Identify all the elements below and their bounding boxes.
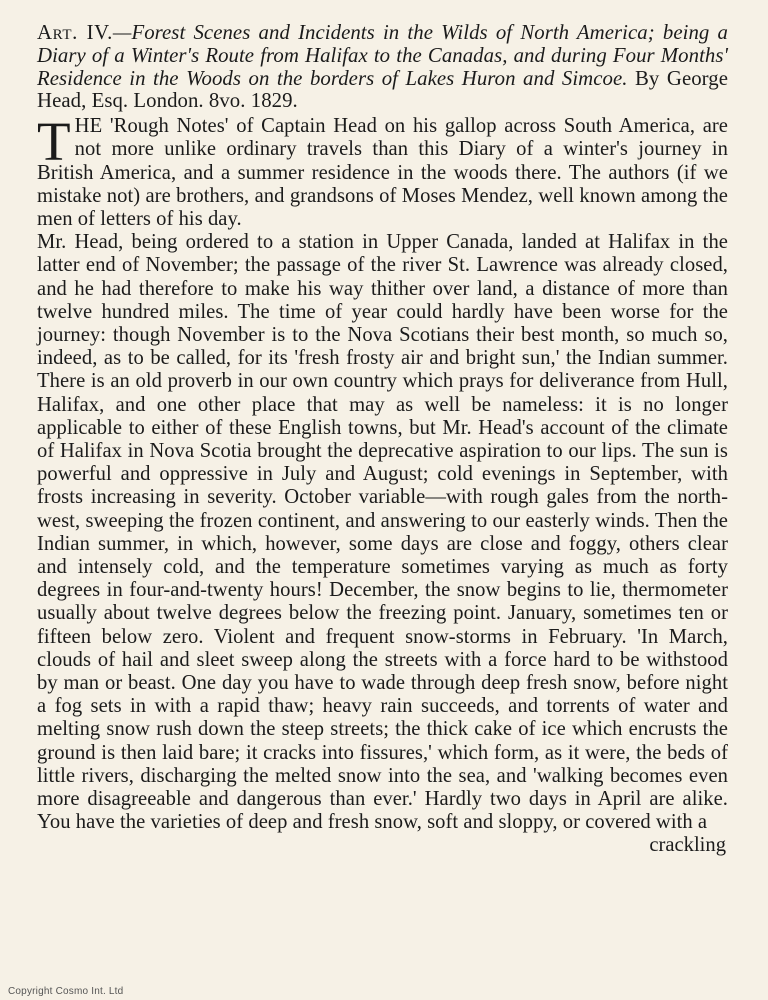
paragraph-1 [37, 111, 728, 231]
drop-cap: T [37, 111, 71, 173]
article-label: Art. IV. [37, 21, 113, 44]
article-byline: By George Head, Esq. London. 8vo. 1829. [37, 66, 729, 113]
lead-word-rest: HE [74, 115, 103, 138]
paragraph-2: Mr. Head, being ordered to a station in Upper Canada, landed at Halifax in the latter end of November; the passage of the river St. Lawrence was already closed, and he had therefore to make his way thither over land, a distance of more than twelve hundred miles. The time of year could hardly have been worse for the journey: though November is to the Nova Scotians their best month, so much so, indeed, as to be called, for its 'fresh frosty air and bright sun,' the Indian summer. There is an old proverb in our own country which prays for deliverance from Hull, Halifax, and one other place that may as well be nameless: it is no longer applicable to either of these English towns, but Mr. Head's account of the climate of Halifax in Nova Scotia brought the deprecative aspiration to our lips. The sun is powerful and oppressive in July and August; cold evenings in September, with frosts increasing in severity. October variable—with rough gales from the north-west, sweeping the frozen continent, and answering to our easterly winds. Then the Indian summer, in which, however, some days are close and foggy, others clear and intensely cold, and the temperature sometimes varying as much as forty degrees in four-and-twenty hours! December, the snow begins to lie, thermometer usually about twelve degrees below the freezing point. January, sometimes ten or fifteen below zero. Violent and frequent snow-storms in February. 'In March, clouds of hail and sleet sweep along the streets with a force hard to be withstood by man or beast. One day you have to wade through deep fresh snow, before night a fog sets in with a rapid thaw; heavy rain succeeds, and torrents of water and melting snow rush down the steep streets; the thick cake of ice which encrusts the ground is then laid bare; it cracks into fissures,' which form, as it were, the beds of little rivers, discharging the melted snow into the sea, and 'walking becomes even more disagreeable and dangerous than ever.' Hardly two days in April are alike. You have the varieties of deep and fresh snow, soft and sloppy, or covered with a [37, 231, 728, 834]
paragraph-1-text: 'Rough Notes' of Captain Head on his gallop across South America, are not more unlike ordinary travels than this Diary of a winter's journey in British America, and a summer residence in the woods there. The authors (if we mistake not) are brothers, and grandsons of Moses Mendez, well known among the men of letters of his day. [37, 115, 728, 230]
article-heading [37, 22, 728, 113]
article-body [37, 111, 728, 858]
copyright-watermark: Copyright Cosmo Int. Ltd [8, 986, 124, 997]
article-title: —Forest Scenes and Incidents in the Wilds of North America; being a Diary of a Winter's Route from Halifax to the Canadas, and during Four Months' Residence in the Woods on the borders of Lakes Huron and Simcoe. [37, 21, 729, 90]
catchword: crackling [649, 834, 726, 857]
